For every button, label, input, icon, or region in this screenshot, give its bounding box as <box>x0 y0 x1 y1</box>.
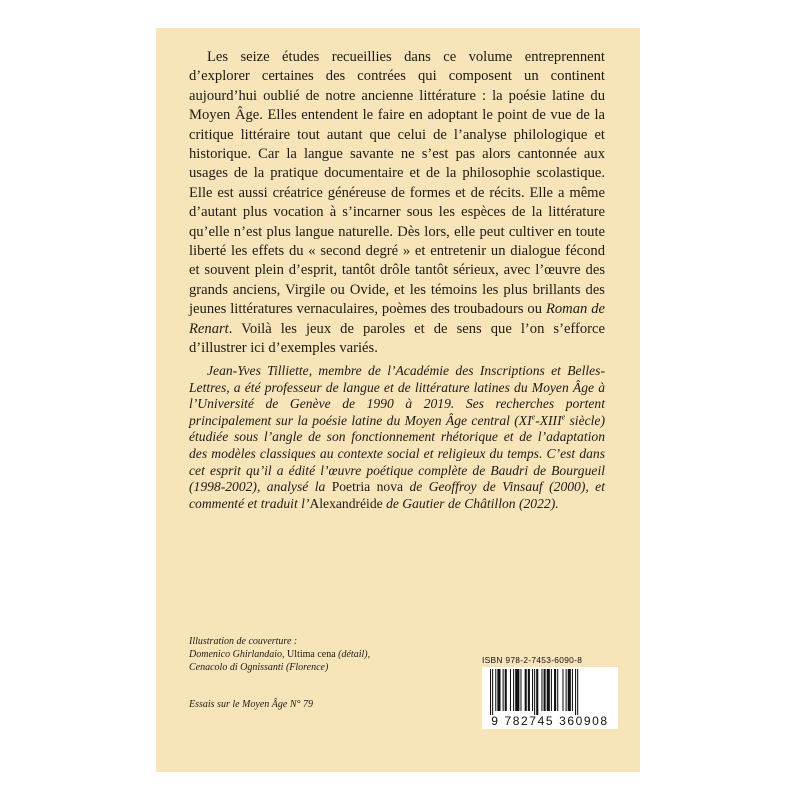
barcode-bars <box>490 669 610 715</box>
barcode-bar <box>520 669 521 711</box>
barcode-bar <box>541 669 542 711</box>
barcode-bar <box>515 669 519 711</box>
barcode-bar <box>534 669 535 715</box>
barcode-bar <box>547 669 550 711</box>
barcode-bar <box>495 669 496 711</box>
barcode-bar <box>575 669 576 715</box>
barcode-bar <box>562 669 563 711</box>
bio-text-3: de Geoffroy de Vinsauf (2000), et commenté et traduit l’ <box>189 479 605 511</box>
barcode-bar <box>568 669 571 711</box>
barcode-bar <box>505 669 507 711</box>
bio-work-alexandreide: Alexandréide <box>309 495 383 511</box>
barcode-bar <box>544 669 546 711</box>
credits-location: Cenacolo di Ognissanti (Florence) <box>189 661 329 673</box>
bio-text-4: de Gautier de Châtillon (2022). <box>382 495 559 511</box>
credits-artist: Domenico Ghirlandaio, <box>189 648 288 660</box>
barcode-bar <box>528 669 530 711</box>
barcode-bar <box>492 669 493 715</box>
series-label: Essais sur le Moyen Âge N° 79 <box>189 699 313 710</box>
isbn-label: ISBN 978-2-7453-6090-8 <box>482 655 583 665</box>
blurb-text: Les seize études recueillies dans ce volume entreprennent d’explorer certaines des contrées qui composent un continent aujourd’hui oublié de notre ancienne littérature : la poésie latine du Moyen Âge. Elles entendent le faire en adoptant le point de vue de la critique littéraire tout autant que celui de l’analyse philologique et historique. Car la langue savante ne s’est pas alors cantonnée aux usages de la pratique documentaire et de la philosophie scolastique. Elle est aussi créatrice généreuse de formes et de récits. Elle a même d’autant plus vocation à s’incarner sous les espèces de la littérature qu’elle n’est plus langue naturelle. Dès lors, elle peut cultiver en toute liberté les effets du « second degré » et entretenir un dialogue fécond et souvent plein d’esprit, tantôt drôle tantôt sérieux, avec l’œuvre des grands anciens, Virgile ou Ovide, et les témoins les plus brillants des jeunes littératures vernaculaires, poèmes des troubadours ou <box>189 49 605 318</box>
bio-text-mid: -XIII <box>535 412 562 428</box>
barcode-bar <box>572 669 573 711</box>
barcode <box>482 667 618 729</box>
barcode-bar <box>525 669 527 711</box>
bio-work-poetria-nova: Poetria nova <box>331 479 404 495</box>
credits-artwork <box>189 649 429 662</box>
credits-detail: (détail), <box>335 648 371 660</box>
cover-illustration-credits <box>189 636 429 674</box>
barcode-bar <box>536 669 538 715</box>
blurb-paragraph <box>189 48 605 359</box>
barcode-bar <box>497 669 500 711</box>
credits-label: Illustration de couverture : <box>189 636 298 647</box>
barcode-bar <box>513 669 514 711</box>
blurb-title-roman-de-renart: Roman de Renart <box>189 301 605 337</box>
barcode-bar <box>554 669 556 711</box>
barcode-bar <box>510 669 511 711</box>
bio-text-1: Jean-Yves Tilliette, membre de l’Académie des Inscriptions et Belles-Lettres, a été professeur de langue et de littérature latines du Moyen Âge à l’Université de Genève de 1990 à 2019. Ses recherches portent principalement sur la poésie latine du Moyen Âge central (XI <box>189 363 605 428</box>
barcode-bar <box>503 669 504 711</box>
barcode-bar <box>532 669 533 711</box>
blurb-text-end: . Voilà les jeux de paroles et de sens que l’on s’efforce d’illustrer ici d’exemples variés. <box>189 320 605 357</box>
barcode-bar <box>551 669 552 711</box>
credits-work: Ultima cena <box>287 648 336 660</box>
barcode-bar <box>566 669 567 711</box>
author-bio <box>189 363 605 512</box>
bio-text-2: siècle) étudiée sous l’angle de son fonctionnement rhétorique et de l’adaptation des modèles classiques au contexte social et religieux du temps. C’est dans cet esprit qu’il a édité l’œuvre poétique complète de Baudri de Bourgueil (1998-2002), analysé la <box>189 412 605 495</box>
bio-sup-1: e <box>531 412 536 422</box>
barcode-bar <box>490 669 491 715</box>
barcode-digits: 9 782745 360908 <box>491 714 609 728</box>
bio-sup-2: e <box>561 412 566 422</box>
barcode-bar <box>557 669 558 711</box>
barcode-bar <box>577 669 578 715</box>
